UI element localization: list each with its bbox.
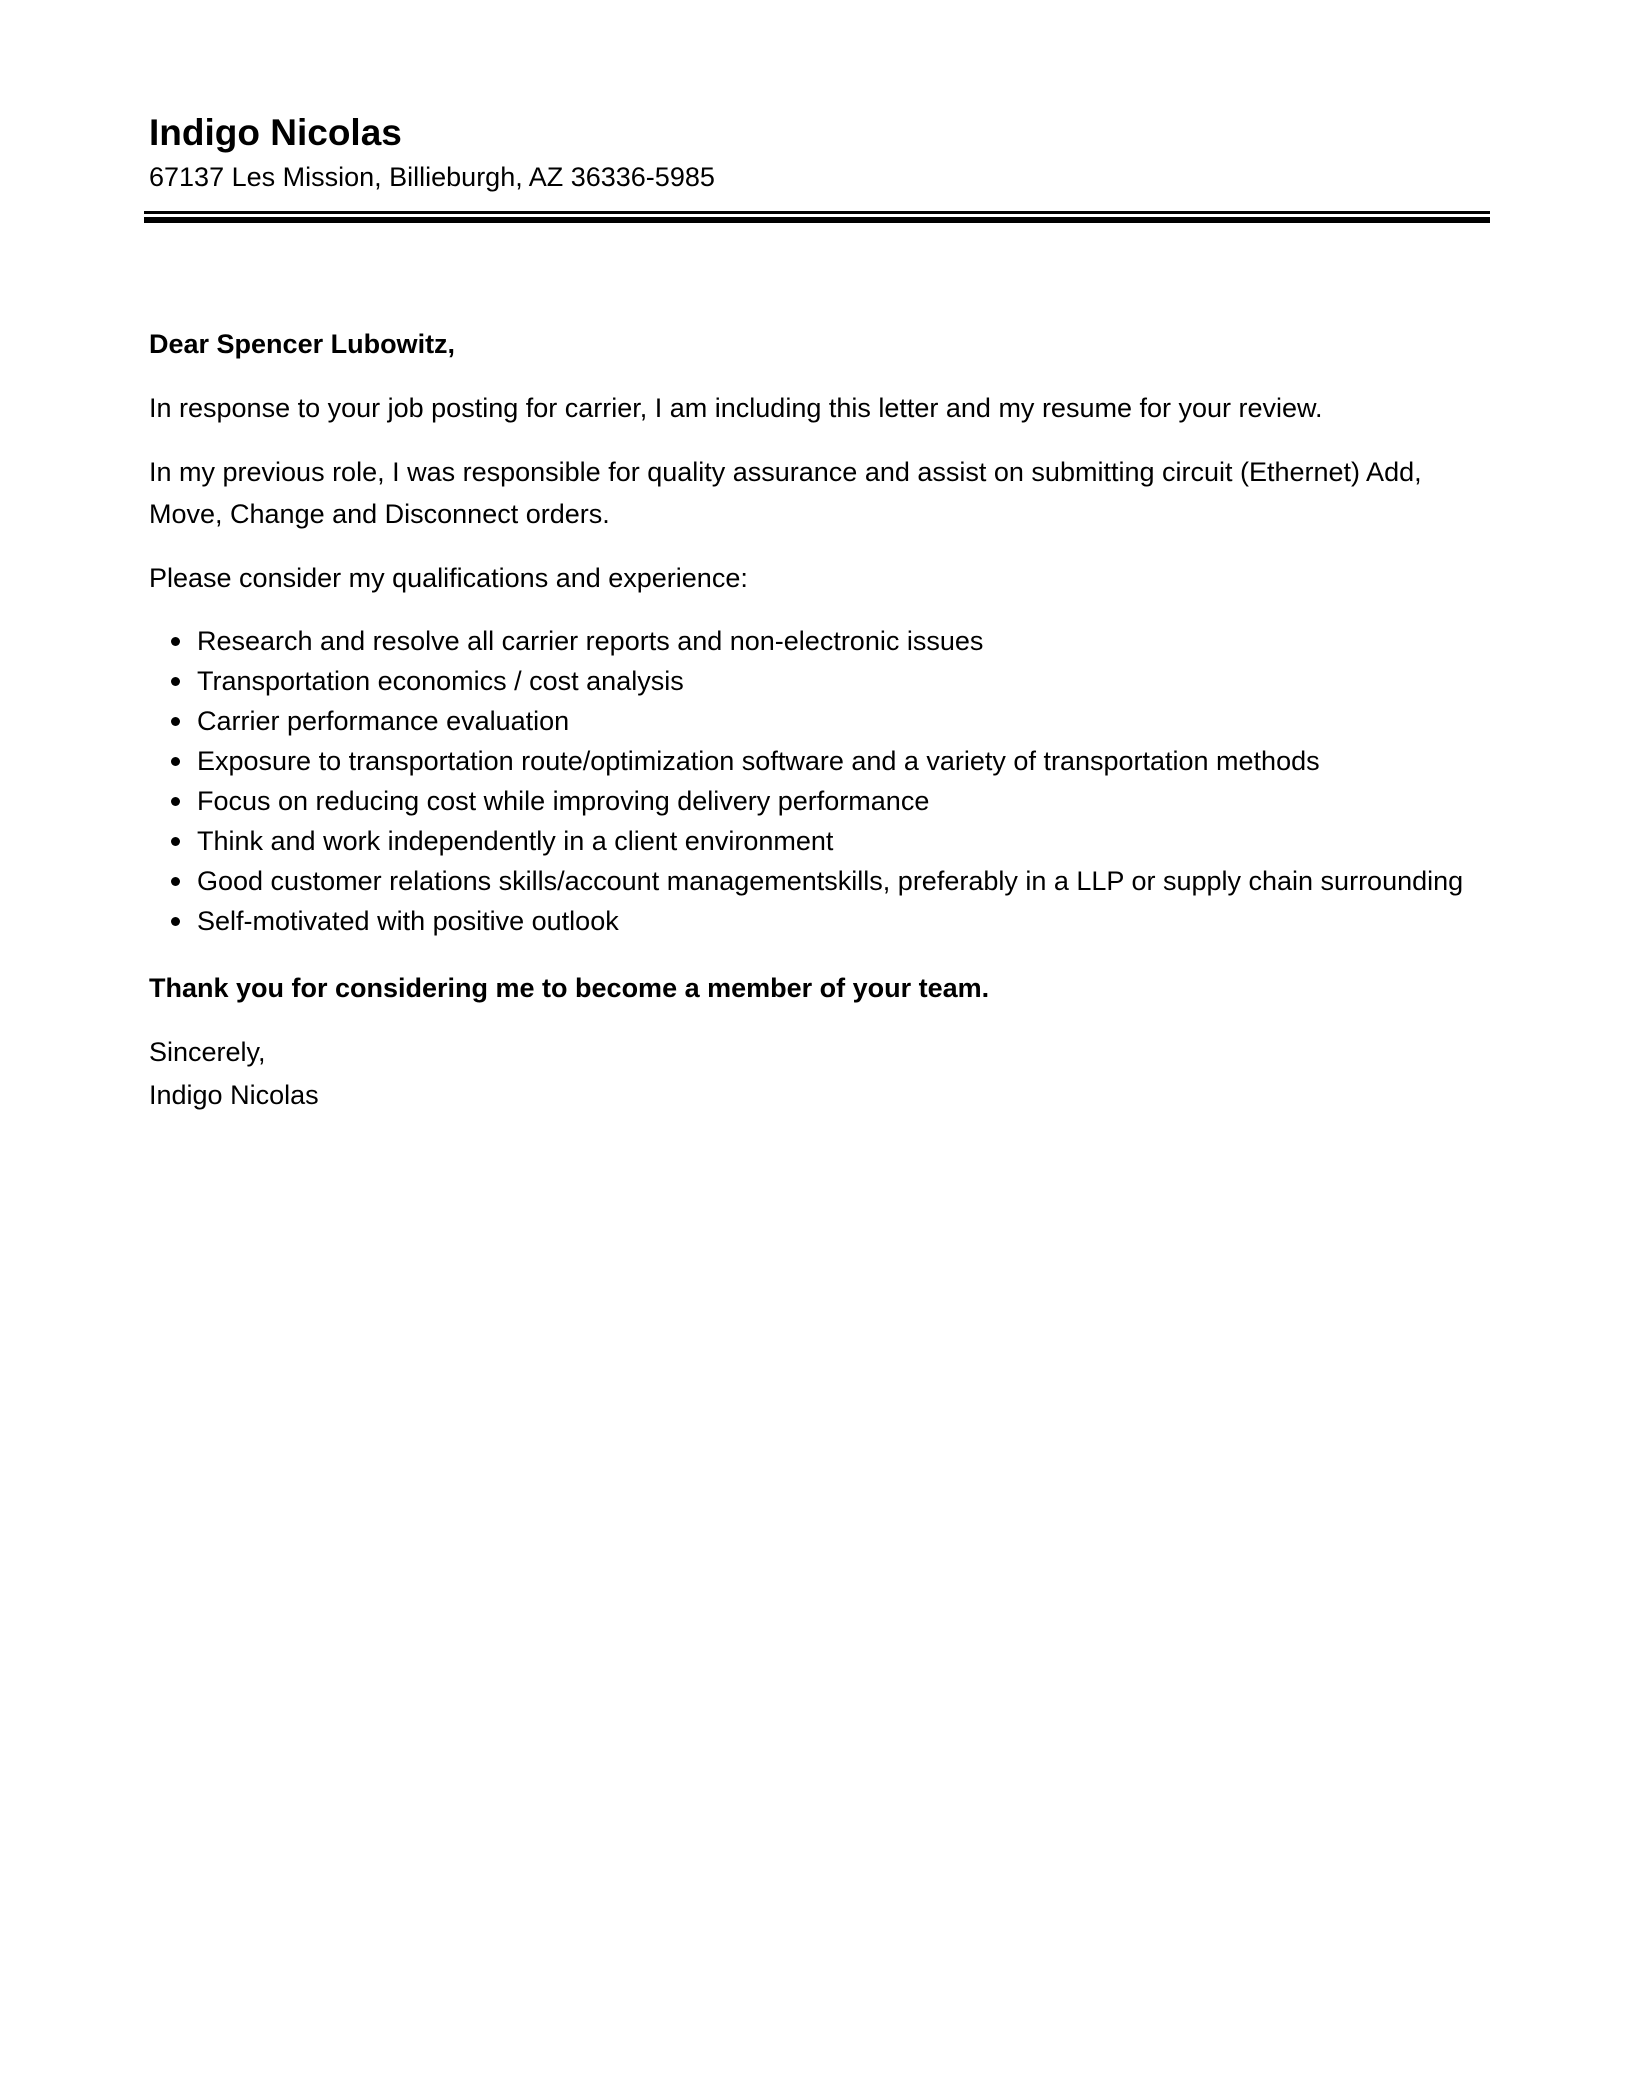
bullet-icon — [171, 677, 180, 686]
bullet-icon — [171, 637, 180, 646]
list-item — [149, 621, 1489, 661]
bullet-icon — [171, 877, 180, 886]
list-item-text: Good customer relations skills/account managementskills, preferably in a LLP or supply chain surrounding — [197, 866, 1464, 896]
list-item — [149, 661, 1489, 701]
sign-off: Sincerely, — [149, 1037, 266, 1067]
header-divider — [144, 211, 1490, 223]
bullet-icon — [171, 797, 180, 806]
list-item-text: Self-motivated with positive outlook — [197, 906, 619, 936]
list-item — [149, 701, 1489, 741]
closing-statement: Thank you for considering me to become a member of your team. — [149, 973, 990, 1003]
list-item-text: Transportation economics / cost analysis — [197, 666, 684, 696]
intro-paragraph: In response to your job posting for carrier, I am including this letter and my resume for your review. — [149, 393, 1323, 423]
signature-name: Indigo Nicolas — [149, 1080, 319, 1110]
list-item — [149, 741, 1489, 781]
list-item — [149, 861, 1489, 901]
letter-header — [149, 108, 1489, 196]
list-item — [149, 901, 1489, 941]
bullet-icon — [171, 837, 180, 846]
bullet-icon — [171, 717, 180, 726]
sender-address: 67137 Les Mission, Billieburgh, AZ 36336-5985 — [149, 162, 715, 192]
signature-block — [149, 1031, 1489, 1117]
list-item-text: Carrier performance evaluation — [197, 706, 570, 736]
previous-role-paragraph: In my previous role, I was responsible for quality assurance and assist on submitting circuit (Ethernet) Add, Move, Change and Disconnect orders. — [149, 457, 1422, 529]
list-item-text: Focus on reducing cost while improving delivery performance — [197, 786, 930, 816]
letter-body — [149, 323, 1489, 1117]
header-divider-thin-line — [144, 211, 1490, 214]
list-item-text: Exposure to transportation route/optimization software and a variety of transportation methods — [197, 746, 1320, 776]
list-item-text: Research and resolve all carrier reports and non-electronic issues — [197, 626, 984, 656]
qualifications-intro: Please consider my qualifications and experience: — [149, 563, 748, 593]
list-item-text: Think and work independently in a client environment — [197, 826, 834, 856]
bullet-icon — [171, 917, 180, 926]
header-divider-thick-line — [144, 217, 1490, 223]
sender-name: Indigo Nicolas — [149, 112, 402, 153]
salutation: Dear Spencer Lubowitz, — [149, 329, 456, 359]
list-item — [149, 821, 1489, 861]
list-item — [149, 781, 1489, 821]
qualifications-list — [149, 621, 1489, 941]
bullet-icon — [171, 757, 180, 766]
